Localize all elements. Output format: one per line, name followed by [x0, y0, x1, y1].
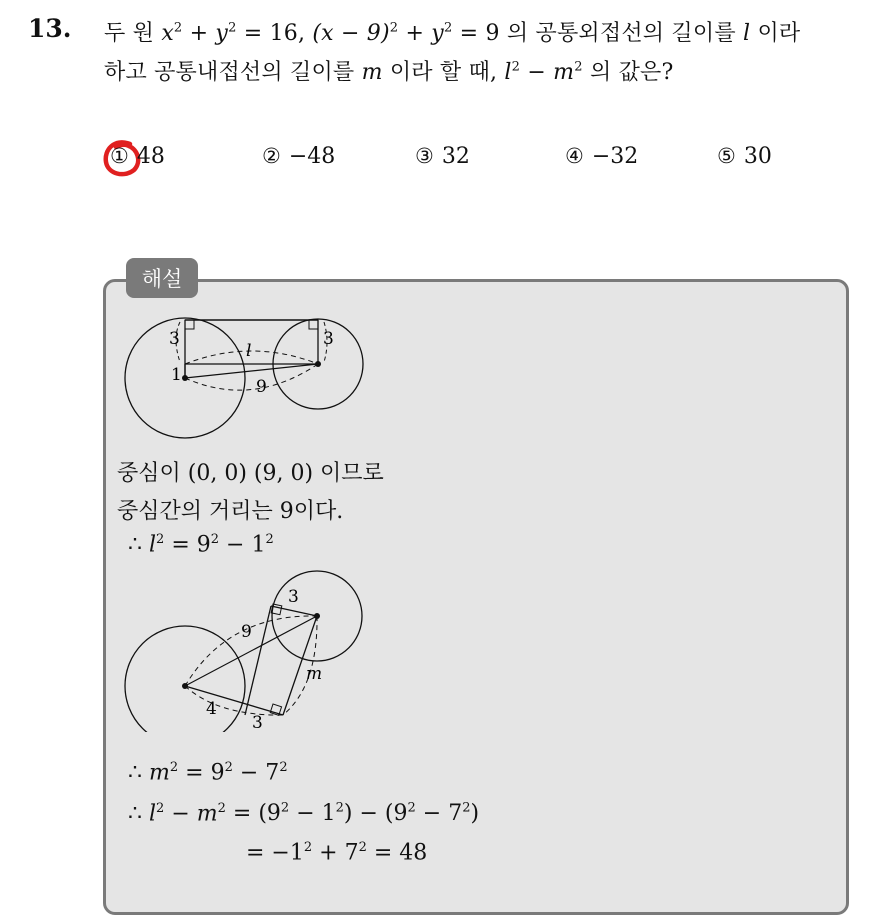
- label-4: 4: [206, 699, 217, 719]
- question-line-2: [104, 55, 673, 86]
- solution-line-4: ∴ $m^2 = 9^2 - 7^2$: [128, 760, 288, 786]
- variable-m: m: [361, 60, 383, 85]
- question-text: 의 공통외접선의 길이를: [506, 21, 736, 46]
- question-line-1: [104, 16, 800, 47]
- question-text: 이라 할 때,: [389, 60, 498, 85]
- label-m: m: [306, 664, 323, 684]
- solution-line-6: = $-1^2 + 7^2 = 48$: [246, 840, 428, 866]
- solution-line-5: ∴ $l^2 - m^2 = (9^2 - 1^2) - (9^2 - 7^2)$: [128, 801, 480, 827]
- label-9: 9: [256, 377, 267, 397]
- label-radius-3-left: 3: [169, 329, 180, 349]
- solution-line-2: 중심간의 거리는 9이다.: [117, 499, 344, 524]
- equation-circle-2: $(x - 9)^2 + y^2 = 9$: [312, 20, 500, 46]
- choice-3[interactable]: ③ 32: [415, 144, 470, 169]
- choice-2[interactable]: ② −48: [262, 144, 336, 169]
- label-9: 9: [241, 622, 252, 642]
- label-radius-3-right: 3: [323, 329, 334, 349]
- question-text: 의 값은?: [589, 60, 674, 85]
- label-1: 1: [171, 365, 182, 385]
- solution-line-1: 중심이 (0, 0) (9, 0) 이므로: [117, 461, 384, 486]
- solution-tag: 해설: [126, 258, 198, 298]
- question-text: 하고 공통내접선의 길이를: [104, 60, 355, 85]
- equation-circle-1: $x^2 + y^2 = 16$,: [161, 20, 306, 46]
- variable-l: l: [742, 21, 751, 46]
- question-text: 두 원: [104, 21, 155, 46]
- question-text: 이라: [757, 21, 801, 46]
- figure-external-tangent: [118, 308, 374, 444]
- solution-line-3: ∴ $l^2 = 9^2 - 1^2$: [128, 532, 274, 558]
- label-l: l: [246, 341, 252, 361]
- choice-1[interactable]: ① 48: [110, 144, 165, 169]
- question-number: 13.: [28, 14, 72, 43]
- label-3-bottom: 3: [252, 713, 263, 732]
- choice-4[interactable]: ④ −32: [565, 144, 639, 169]
- figure-internal-tangent: [118, 566, 368, 732]
- label-3-top: 3: [288, 587, 299, 607]
- expression: $l^2 - m^2$: [504, 59, 583, 85]
- choice-5[interactable]: ⑤ 30: [717, 144, 772, 169]
